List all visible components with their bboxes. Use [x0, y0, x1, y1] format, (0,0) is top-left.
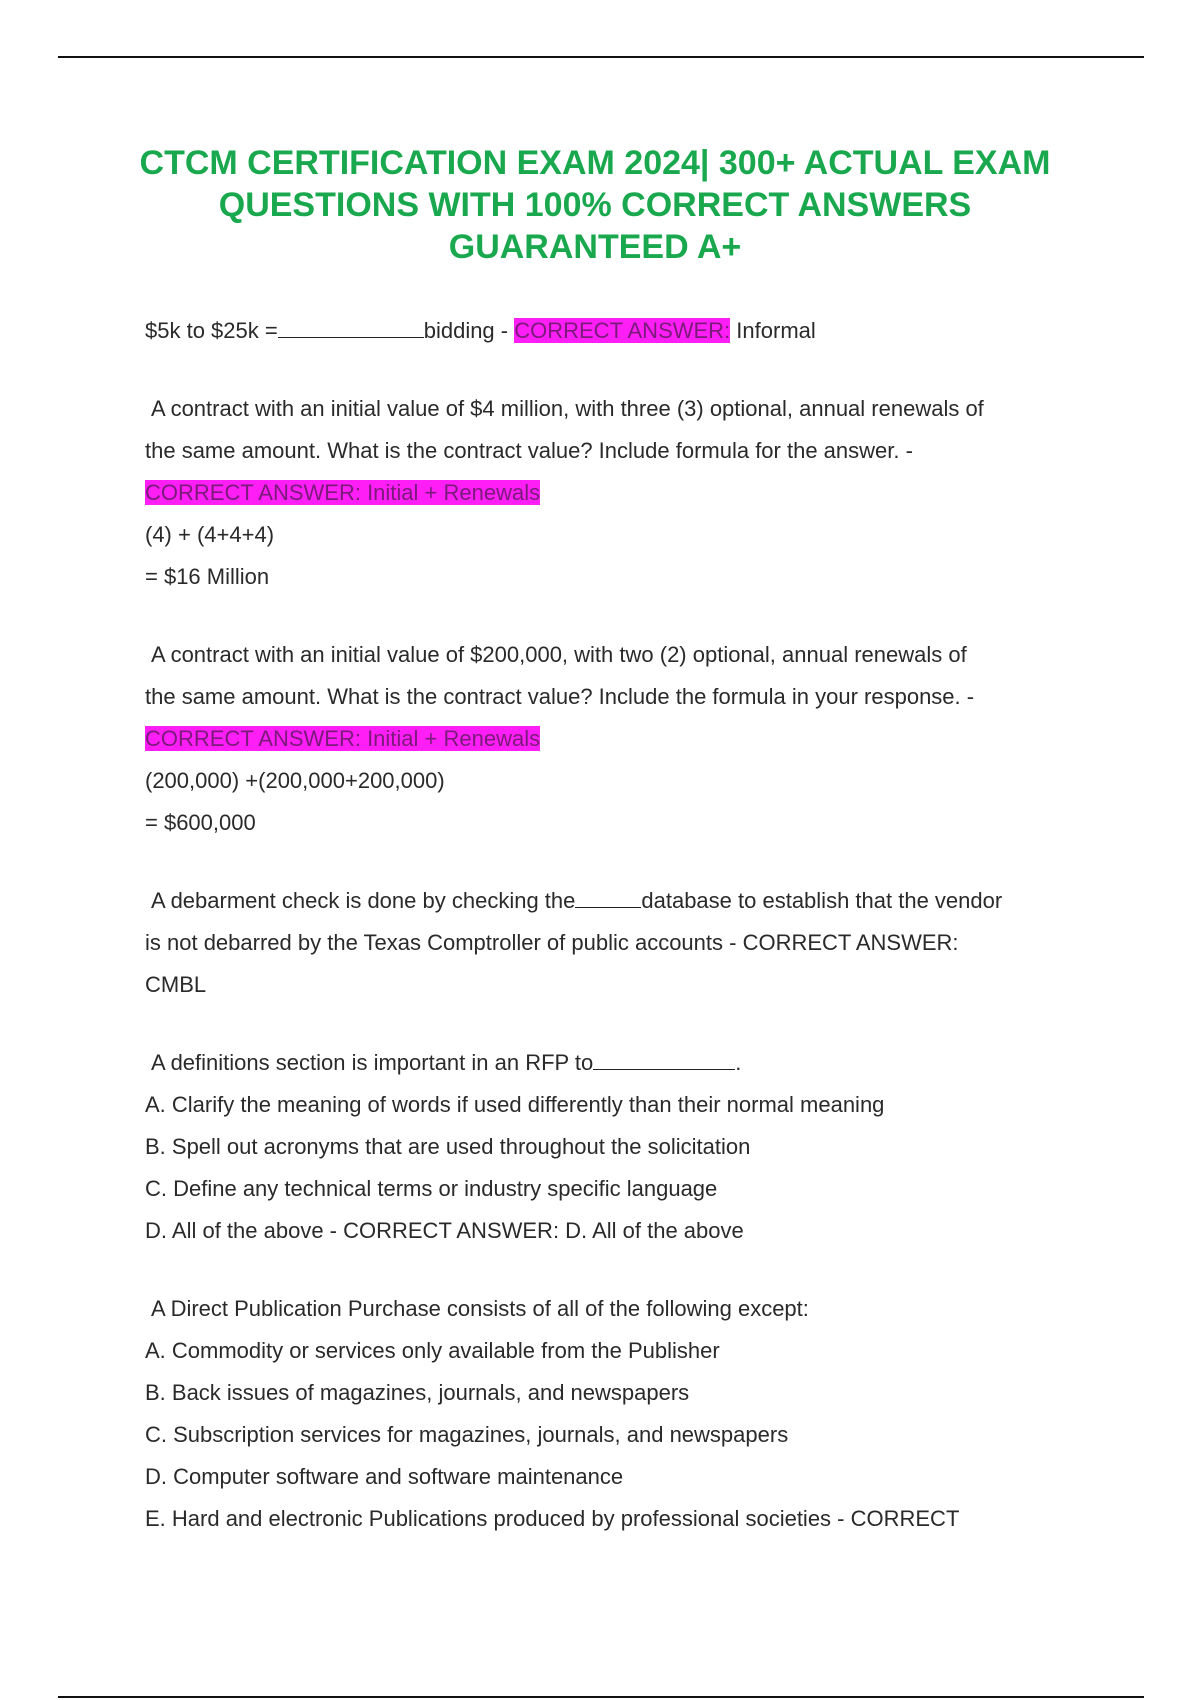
- q2-result: = $16 Million: [145, 564, 270, 589]
- q3-line-1: A contract with an initial value of $200,000, with two (2) optional, annual renewals of: [151, 642, 967, 667]
- fill-in-blank: [278, 313, 424, 338]
- top-rule: [58, 56, 1144, 58]
- q2-line-1: A contract with an initial value of $4 million, with three (3) optional, annual renewals of: [151, 396, 984, 421]
- q4-line-1-pre: A debarment check is done by checking the: [151, 888, 576, 913]
- question-2: [145, 388, 1095, 598]
- answer-highlight: CORRECT ANSWER: Initial + Renewals: [145, 726, 541, 751]
- q5-stem-post: .: [735, 1050, 742, 1075]
- q3-formula: (200,000) +(200,000+200,000): [145, 768, 445, 793]
- q4-line-2: is not debarred by the Texas Comptroller of public accounts - CORRECT ANSWER:: [145, 930, 959, 955]
- document-title: CTCM CERTIFICATION EXAM 2024| 300+ ACTUAL EXAM QUESTIONS WITH 100% CORRECT ANSWERS GUARANTEED A+: [139, 144, 1051, 266]
- q6-option-b: B. Back issues of magazines, journals, and newspapers: [145, 1380, 690, 1405]
- q5-option-c: C. Define any technical terms or industry specific language: [145, 1176, 718, 1201]
- q6-option-d: D. Computer software and software maintenance: [145, 1464, 624, 1489]
- q6-option-e: E. Hard and electronic Publications produced by professional societies - CORRECT: [145, 1506, 960, 1531]
- q4-line-1: [145, 880, 1095, 922]
- q6-option-a: A. Commodity or services only available from the Publisher: [145, 1338, 720, 1363]
- q3-result: = $600,000: [145, 810, 256, 835]
- question-3: [145, 634, 1095, 844]
- question-1-line: [145, 310, 1095, 352]
- question-4: [145, 880, 1095, 1006]
- q5-option-d: D. All of the above - CORRECT ANSWER: D. All of the above: [145, 1218, 744, 1243]
- q5-option-a: A. Clarify the meaning of words if used differently than their normal meaning: [145, 1092, 885, 1117]
- q2-line-2: the same amount. What is the contract value? Include formula for the answer. -: [145, 438, 913, 463]
- q1-post: bidding -: [423, 318, 515, 343]
- q1-answer: Informal: [730, 318, 816, 343]
- fill-in-blank: [593, 1045, 735, 1070]
- q5-stem: [145, 1042, 1095, 1084]
- question-1: [145, 310, 1095, 352]
- question-6: [145, 1288, 1095, 1540]
- answer-highlight: CORRECT ANSWER:: [514, 318, 731, 343]
- q6-stem: A Direct Publication Purchase consists of all of the following except:: [151, 1296, 809, 1321]
- document-body: [145, 310, 1095, 1576]
- q6-option-c: C. Subscription services for magazines, journals, and newspapers: [145, 1422, 789, 1447]
- q4-line-3: CMBL: [145, 972, 207, 997]
- question-5: [145, 1042, 1095, 1252]
- fill-in-blank: [575, 883, 641, 908]
- bottom-rule: [58, 1696, 1144, 1698]
- q2-formula: (4) + (4+4+4): [145, 522, 275, 547]
- q5-option-b: B. Spell out acronyms that are used throughout the solicitation: [145, 1134, 751, 1159]
- q5-stem-pre: A definitions section is important in an RFP to: [151, 1050, 594, 1075]
- q3-line-2: the same amount. What is the contract value? Include the formula in your response. -: [145, 684, 975, 709]
- q4-line-1-post: database to establish that the vendor: [641, 888, 1003, 913]
- q1-pre: $5k to $25k =: [145, 318, 278, 343]
- answer-highlight: CORRECT ANSWER: Initial + Renewals: [145, 480, 541, 505]
